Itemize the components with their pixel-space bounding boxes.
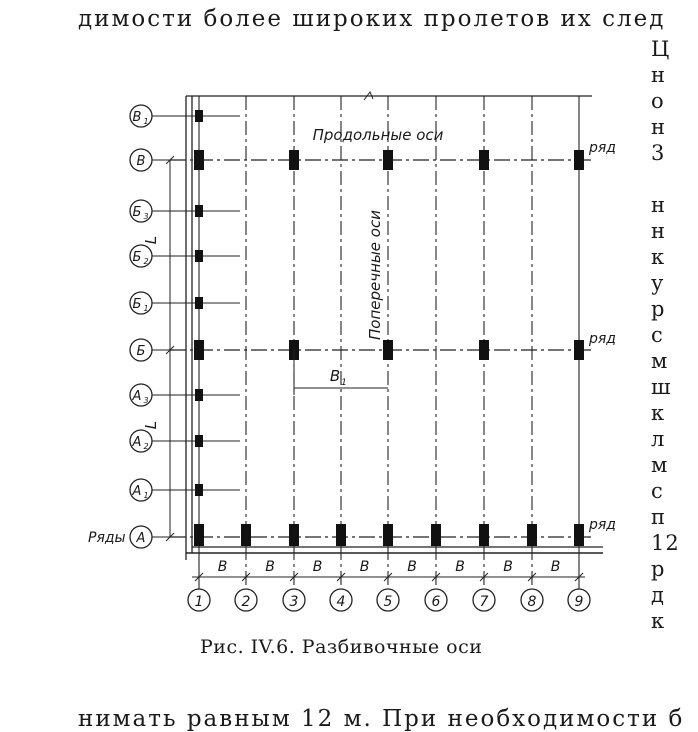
longitudinal-axes-label: Продольные оси	[312, 126, 444, 144]
row-axis-label: В	[136, 154, 146, 169]
dimension-label: B	[550, 559, 561, 575]
right-column-line: к	[651, 401, 666, 425]
row-axis-subscript: 2	[143, 257, 149, 266]
row-axis-label: А	[132, 484, 142, 499]
dimension-label: B	[265, 559, 275, 575]
edge-column-mark	[195, 205, 203, 217]
row-label: ряд	[589, 517, 616, 533]
column-mark	[479, 524, 489, 546]
right-column-line: к	[651, 245, 666, 269]
row-axis-label: А	[132, 389, 142, 404]
edge-column-mark	[195, 250, 203, 262]
right-column-line: л	[651, 427, 666, 451]
column-mark	[336, 524, 346, 546]
right-column-line: 12	[651, 531, 680, 555]
column-mark	[431, 524, 441, 546]
column-mark	[479, 150, 489, 170]
column-axis-label: 1	[194, 594, 204, 610]
column-mark	[383, 150, 393, 170]
right-column-line: м	[651, 453, 669, 477]
column-axis-label: 6	[431, 594, 441, 610]
right-column-line: д	[651, 583, 665, 607]
edge-column-mark	[195, 389, 203, 401]
column-axis-label: 2	[241, 594, 251, 610]
row-axis-subscript: 1	[143, 117, 149, 126]
column-mark	[574, 340, 584, 360]
figure-caption: Рис. IV.6. Разбивочные оси	[200, 636, 483, 658]
rows-label: Ряды	[88, 530, 126, 546]
column-mark	[479, 340, 489, 360]
column-mark	[194, 340, 204, 360]
column-mark	[289, 150, 299, 170]
row-axis-subscript: 3	[143, 396, 149, 405]
edge-column-mark	[195, 110, 203, 122]
column-axis-label: 9	[574, 594, 584, 610]
row-axis-label: А	[136, 531, 146, 546]
dimension-label-b1: B	[329, 367, 341, 385]
row-axis-label: Б	[132, 250, 142, 265]
right-column-line: н	[651, 63, 666, 87]
column-axis-label: 5	[383, 594, 393, 610]
right-column-line: п	[651, 505, 666, 529]
right-column-line: р	[651, 557, 666, 581]
column-mark	[574, 524, 584, 546]
dimension-label: B	[503, 559, 513, 575]
dimension-label: B	[407, 559, 417, 575]
column-mark	[383, 524, 393, 546]
transverse-axes-label: Поперечные оси	[366, 210, 384, 340]
row-axis-label: Б	[132, 205, 142, 220]
row-axis-subscript: 1	[143, 304, 149, 313]
column-axis-label: 3	[289, 594, 299, 610]
right-column-line: н	[651, 115, 666, 139]
column-axis-label: 7	[479, 594, 489, 610]
right-column-line: у	[651, 271, 665, 295]
right-column-line: р	[651, 297, 666, 321]
row-axis-label: Б	[136, 344, 146, 359]
edge-column-mark	[195, 435, 203, 447]
column-mark	[383, 340, 393, 360]
right-column-line: м	[651, 349, 669, 373]
right-column-line: ш	[651, 375, 672, 399]
dimension-label-l: L	[142, 420, 160, 430]
column-axis-label: 4	[336, 594, 346, 610]
right-column-line: Ц	[651, 37, 671, 61]
row-axis-subscript: 1	[143, 491, 149, 500]
dimension-label-l: L	[142, 235, 160, 245]
column-axis-label: 8	[527, 594, 537, 610]
row-axis-subscript: 3	[143, 212, 149, 221]
right-column-line: с	[651, 323, 664, 347]
dimension-label: B	[217, 559, 228, 575]
edge-column-mark	[195, 297, 203, 309]
body-text-bottom-line: нимать равным 12 м. При необходимости б	[78, 706, 685, 732]
column-mark	[194, 524, 204, 546]
edge-column-mark	[195, 484, 203, 496]
right-column-line: н	[651, 219, 666, 243]
dimension-label-b1-sub: 1	[341, 378, 347, 388]
column-mark	[241, 524, 251, 546]
right-column-line: с	[651, 479, 664, 503]
right-column-line: к	[651, 609, 666, 633]
row-label: ряд	[589, 331, 616, 347]
right-column-line: о	[651, 89, 665, 113]
column-mark	[194, 150, 204, 170]
row-axis-label: В	[132, 110, 142, 125]
column-mark	[574, 150, 584, 170]
row-axis-label: Б	[132, 297, 142, 312]
dimension-label: B	[359, 559, 370, 575]
right-column-line: н	[651, 193, 666, 217]
row-axis-subscript: 2	[143, 442, 149, 451]
column-mark	[527, 524, 537, 546]
column-mark	[289, 524, 299, 546]
row-label: ряд	[589, 140, 616, 156]
row-axis-label: А	[132, 435, 142, 450]
body-text-top-line: димости более широких пролетов их след	[78, 6, 666, 32]
dimension-label: B	[455, 559, 465, 575]
dimension-label: B	[312, 559, 323, 575]
right-column-line: 3	[651, 141, 666, 165]
